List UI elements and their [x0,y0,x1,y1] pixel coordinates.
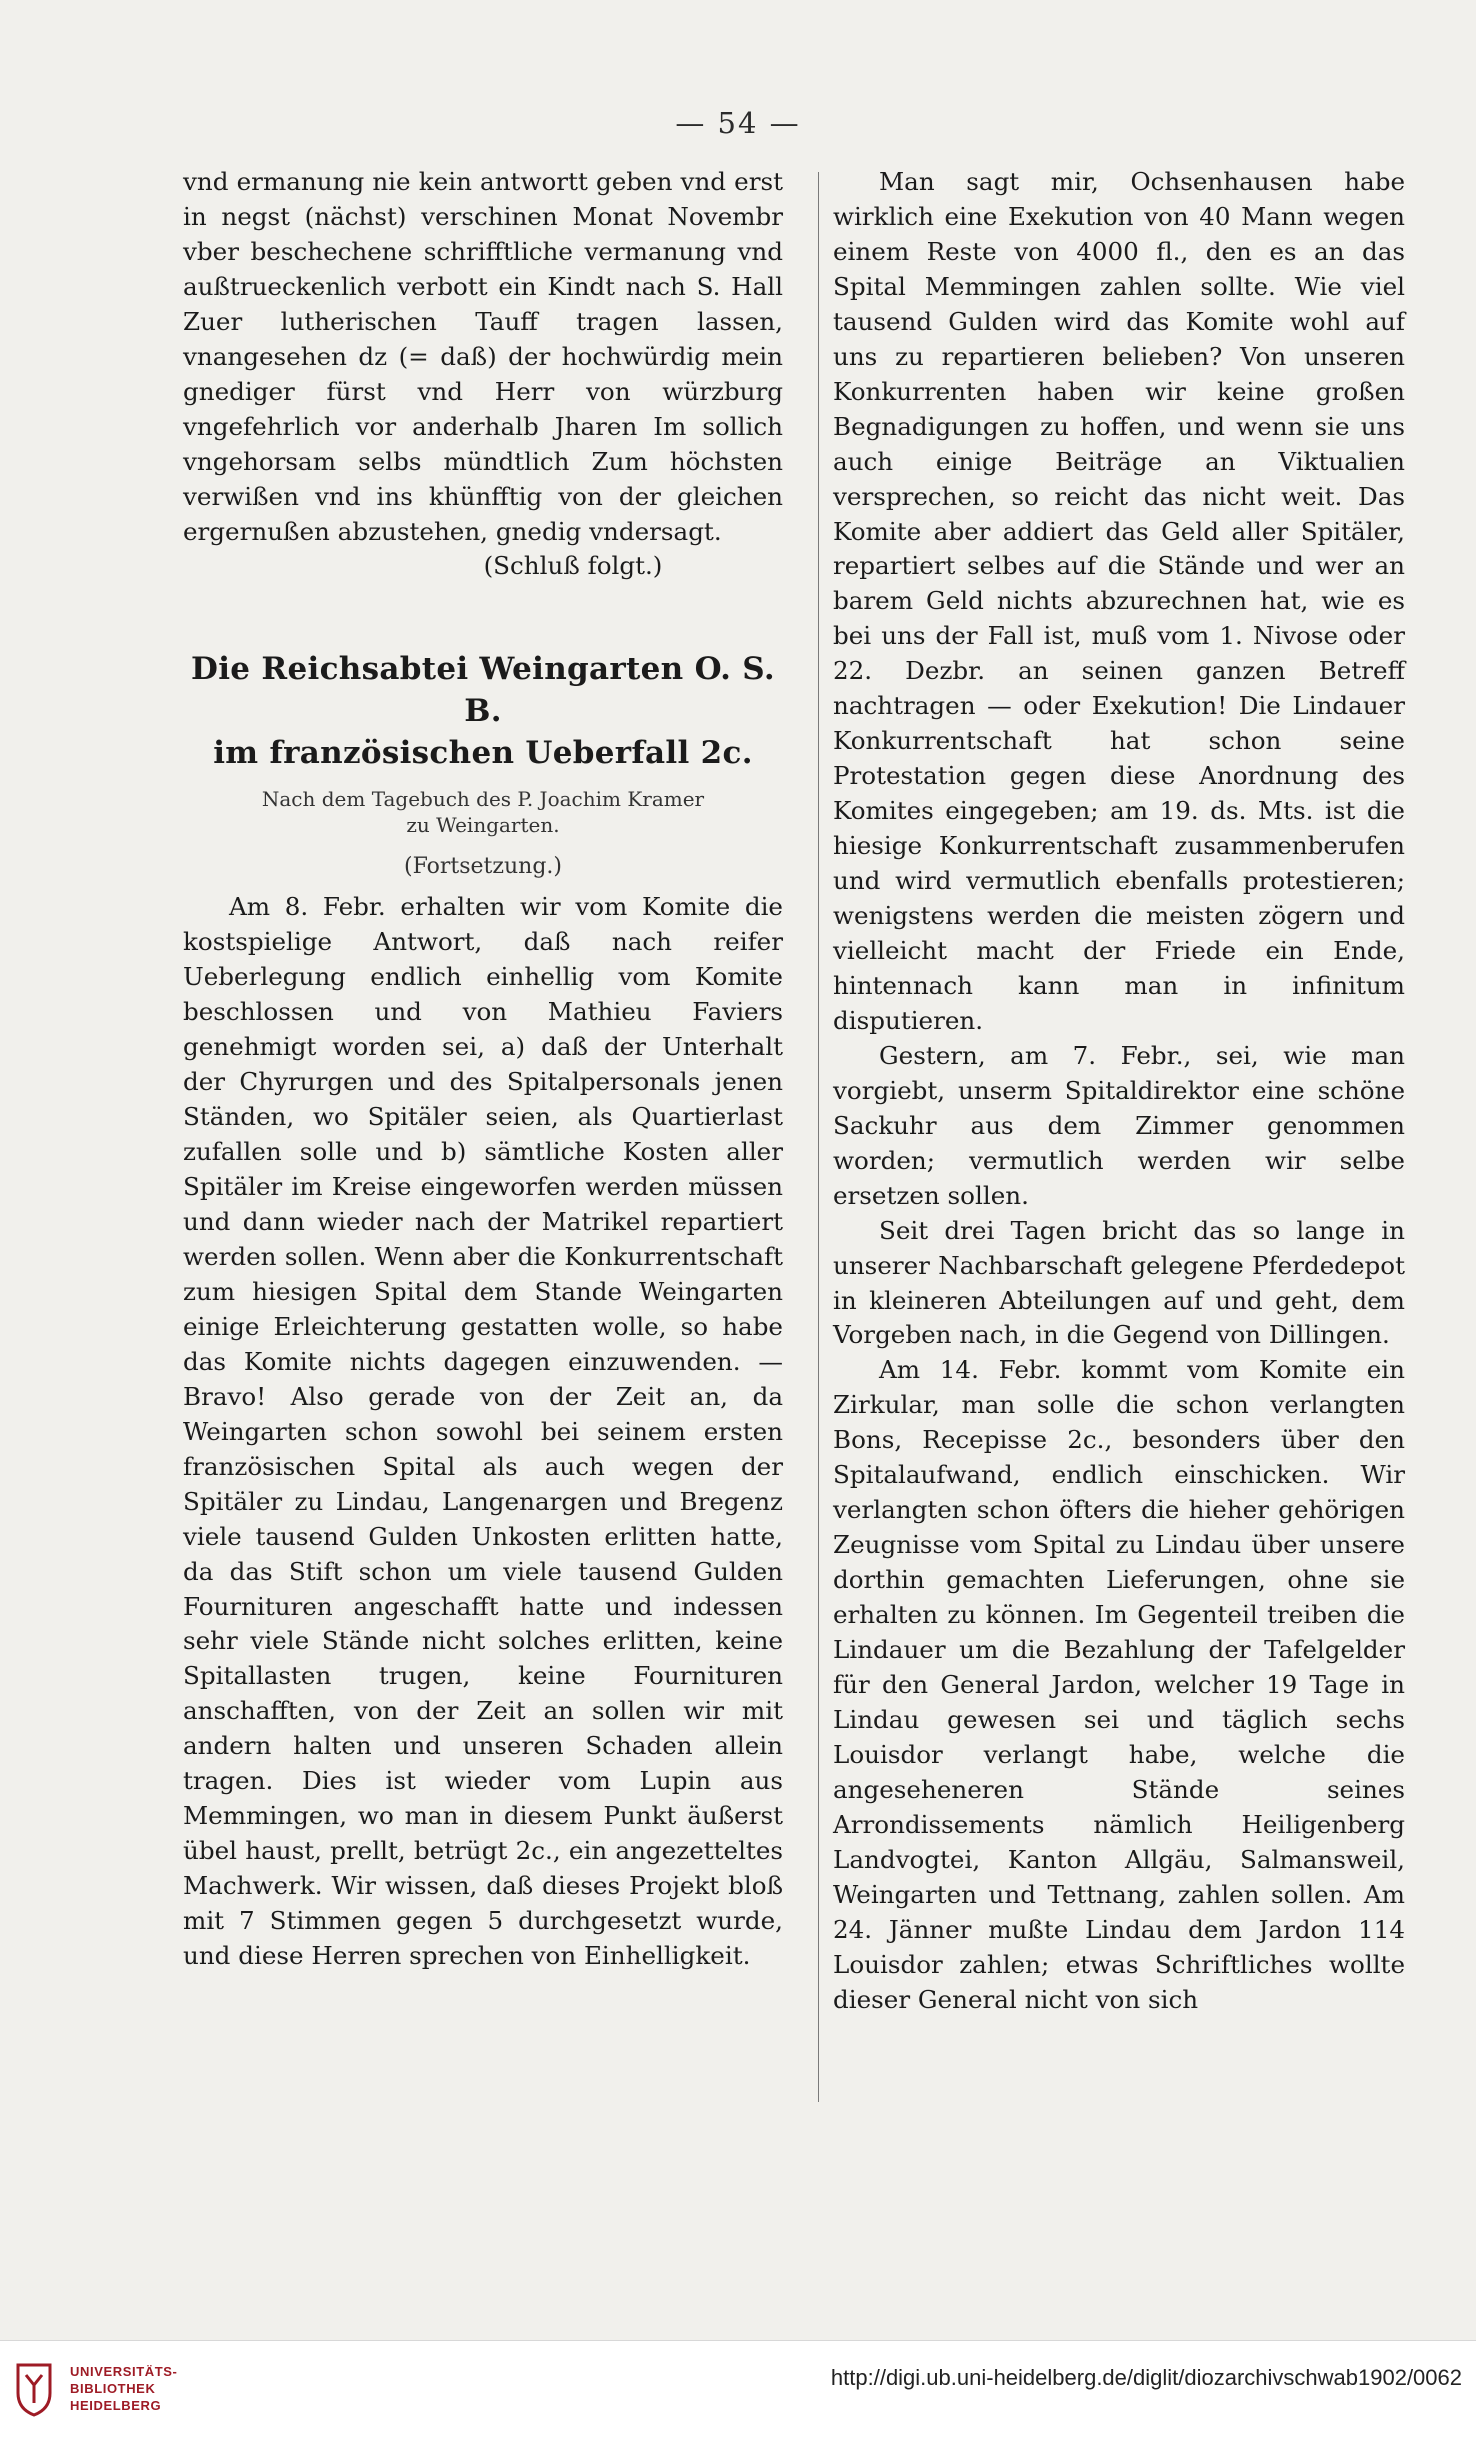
left-column [183,165,783,1974]
continuation-note: (Fortsetzung.) [404,854,562,880]
right-paragraph-3: Seit drei Tagen bricht das so lange in unserer Nachbarschaft gelegene Pferdedepot in kleineren Abteilungen auf und geht, dem Vorgeben nach, in die Gegend von Dillingen. [833,1215,1405,1350]
byline-line-2: zu Weingarten. [406,813,560,838]
to-be-concluded-note: (Schluß folgt.) [483,551,663,581]
source-url-link[interactable]: http://digi.ub.uni-heidelberg.de/diglit/diozarchivschwab1902/0062 [830,2365,1462,2390]
university-seal-icon [14,2359,54,2419]
byline-line-1: Nach dem Tagebuch des P. Joachim Kramer [261,787,705,812]
article-heading [183,648,783,774]
right-paragraph-4: Am 14. Febr. kommt vom Komite ein Zirkular, man solle die schon verlangten Bons, Recepisse 2c., besonders über den Spitalaufwand, endlich einschicken. Wir verlangten schon öfters die hieher gehörigen Zeugnisse vom Spital zu Lindau über unsere dorthin gemachten Lieferungen, ohne sie erhalten zu können. Im Gegenteil treiben die Lindauer um die Bezahlung der Tafelgelder für den General Jardon, welcher 19 Tage in Lindau gewesen sei und täglich sechs Louisdor verlangt habe, welche die angeseheneren Stände seines Arrondissements nämlich Heiligenberg Landvogtei, Kanton Allgäu, Salmansweil, Weingarten und Tettnang, zahlen sollen. Am 24. Jänner mußte Lindau dem Jardon 114 Louisdor zahlen; etwas Schriftliches wollte dieser General nicht von sich [833,1355,1405,2014]
right-paragraph-2: Gestern, am 7. Febr., sei, wie man vorgiebt, unserm Spitaldirektor eine schöne Sackuhr aus dem Zimmer genommen worden; vermutlich werden wir selbe ersetzen sollen. [833,1040,1405,1210]
right-column [833,165,1405,2018]
column-divider [818,172,819,2102]
page-number: — 54 — [675,106,801,140]
opening-paragraph: vnd ermanung nie kein antwortt geben vnd erst in negst (nächst) verschinen Monat Novembr vber beschechene schrifftliche vermanung vnd außtrueckenlich verbott ein Kindt nach S. Hall Zuer lutherischen Tauff tragen lassen, vnangesehen dz (= daß) der hochwürdig mein gnediger fürst vnd Herr von würzburg vngefehrlich vor anderhalb Jharen Im sollich vngehorsam selbs mündtlich Zum höchsten verwißen vnd ins khünfftig von der gleichen ergernußen abzustehen, gnedig vndersagt. [183,167,783,546]
article-heading-line-1: Die Reichsabtei Weingarten O. S. B. [191,651,775,730]
library-line-1: UNIVERSITÄTS- [70,2364,178,2379]
main-paragraph: Am 8. Febr. erhalten wir vom Komite die kostspielige Antwort, daß nach reifer Ueberlegung endlich einhellig vom Komite beschlossen und von Mathieu Faviers genehmigt worden sei, a) daß der Unterhalt der Chyrurgen und des Spitalpersonals jenen Ständen, wo Spitäler seien, als Quartierlast zufallen solle und b) sämtliche Kosten aller Spitäler im Kreise eingeworfen werden müssen und dann wieder nach der Matrikel repartiert werden sollen. Wenn aber die Konkurrentschaft zum hiesigen Spital dem Stande Weingarten einige Erleichterung gestatten wolle, so habe das Komite nichts dagegen einzuwenden. — Bravo! Also gerade von der Zeit an, da Weingarten schon sowohl bei seinem ersten französischen Spital als auch wegen der Spitäler zu Lindau, Langenargen und Bregenz viele tausend Gulden Unkosten erlitten hatte, da das Stift schon um viele tausend Gulden Fournituren angeschafft hatte und indessen sehr viele Stände nicht solches erlitten, keine Spitallasten trugen, keine Fournituren anschafften, von der Zeit an sollen wir mit andern halten und unseren Schaden allein tragen. Dies ist wieder vom Lupin aus Memmingen, wo man in diesem Punkt äußerst übel haust, prellt, betrügt 2c., ein angezetteltes Machwerk. Wir wissen, daß dieses Projekt bloß mit 7 Stimmen gegen 5 durchgesetzt wurde, und diese Herren sprechen von Einhelligkeit. [183,892,783,1971]
article-heading-line-2: im französischen Ueberfall 2c. [213,735,753,772]
library-line-3: HEIDELBERG [70,2398,162,2413]
footer-bar [0,2340,1476,2444]
library-line-2: BIBLIOTHEK [70,2381,156,2396]
library-logo-text[interactable] [70,2363,177,2414]
right-paragraph-1: Man sagt mir, Ochsenhausen habe wirklich eine Exekution von 40 Mann wegen einem Reste von 4000 fl., den es an das Spital Memmingen zahlen sollte. Wie viel tausend Gulden wird das Komite wohl auf uns zu repartieren belieben? Von unseren Konkurrenten haben wir keine großen Begnadigungen zu hoffen, und wenn sie uns auch einige Beiträge an Viktualien versprechen, so reicht das nicht weit. Das Komite aber addiert das Geld aller Spitäler, repartiert selbes auf die Stände und wer an barem Geld nichts abzurechnen hat, wie es bei uns der Fall ist, muß vom 1. Nivose oder 22. Dezbr. an seinen ganzen Betreff nachtragen — oder Exekution! Die Lindauer Konkurrentschaft hat schon seine Protestation gegen diese Anordnung des Komites eingegeben; am 19. ds. Mts. ist die hiesige Konkurrentschaft zusammenberufen und wird vermutlich ebenfalls protestieren; wenigstens werden die meisten zögern und vielleicht macht der Friede ein Ende, hintennach kann man in infinitum disputieren. [833,167,1405,1035]
article-byline [183,786,783,838]
